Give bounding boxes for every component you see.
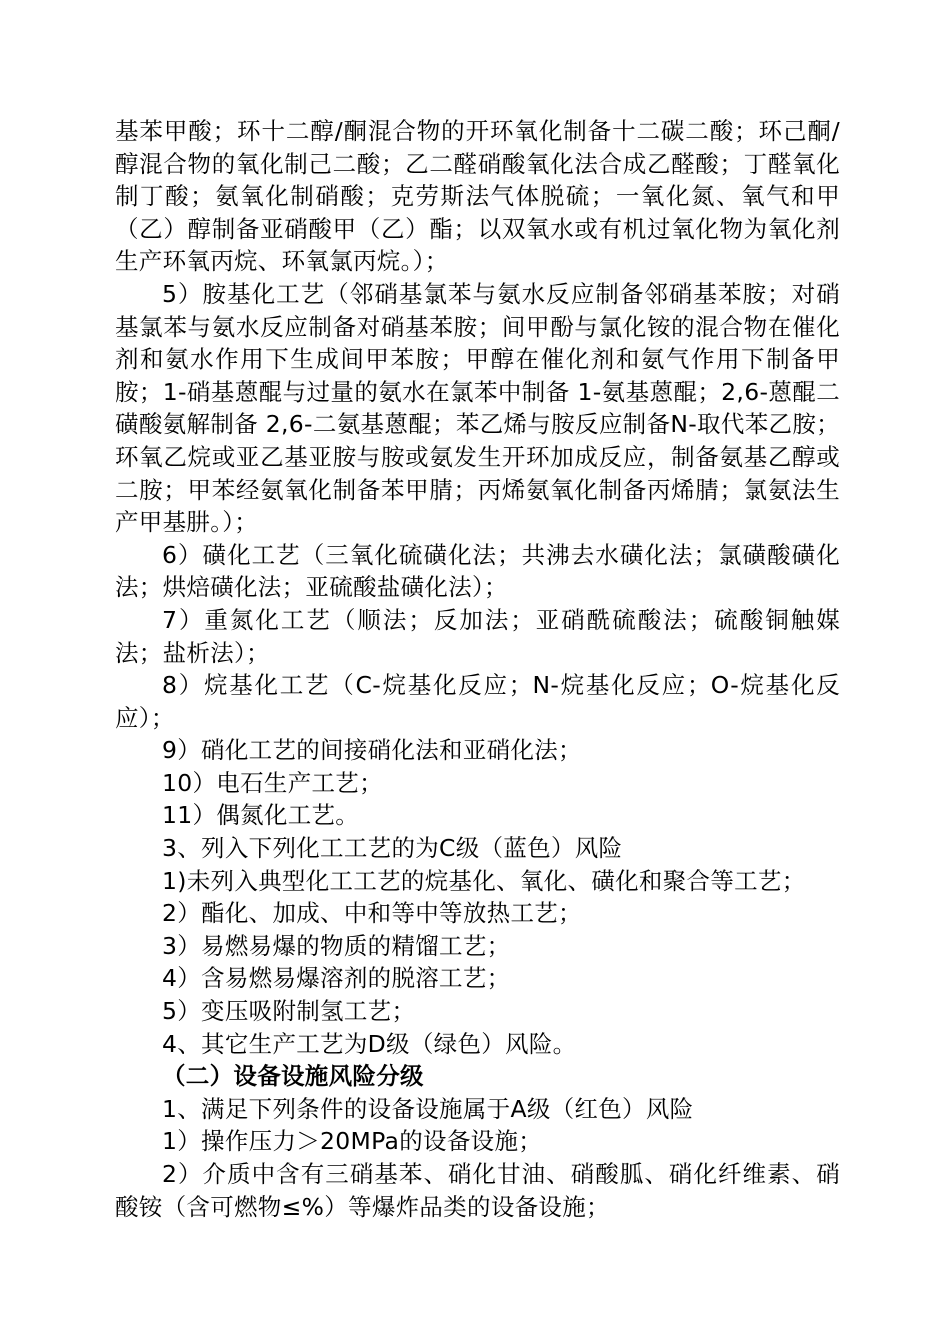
paragraph-c-item-3: 3）易燃易爆的物质的精馏工艺； <box>162 931 511 960</box>
section-heading-equipment: （二）设备设施风险分级 <box>162 1062 424 1091</box>
document-body <box>115 115 840 1223</box>
paragraph-alkylation: 8）烷基化工艺（C-烷基化反应；N-烷基化反应；O-烷基化反应）； <box>115 671 840 732</box>
paragraph-azo: 11）偶氮化工艺。 <box>162 801 360 830</box>
paragraph-c-item-4: 4）含易燃易爆溶剂的脱溶工艺； <box>162 964 511 993</box>
paragraph-level-a: 1、满足下列条件的设备设施属于A级（红色）风险 <box>162 1094 694 1123</box>
paragraph-amination: 5）胺基化工艺（邻硝基氯苯与氨水反应制备邻硝基苯胺；对硝基氯苯与氨水反应制备对硝基苯胺；间甲酚与氯化铵的混合物在催化剂和氨水作用下生成间甲苯胺；甲醇在催化剂和氨气作用下制备甲胺；1-硝基蒽醌与过量的氨水在氯苯中制备 1-氨基蒽醌；2,6-蒽醌二磺酸氨解制备 2,6-二氨基蒽醌；苯乙烯与胺反应制备N-取代苯乙胺；环氧乙烷或亚乙基亚胺与胺或氨发生开环加成反应，制备氨基乙醇或二胺；甲苯经氨氧化制备苯甲腈；丙烯氨氧化制备丙烯腈；氯氨法生产甲基肼。）； <box>115 279 840 537</box>
paragraph-nitration: 9）硝化工艺的间接硝化法和亚硝化法； <box>162 736 582 765</box>
paragraph-diazotization: 7）重氮化工艺（顺法；反加法；亚硝酰硫酸法；硫酸铜触媒法；盐析法）； <box>115 605 840 667</box>
paragraph-a-item-1: 1）操作压力＞20MPa的设备设施； <box>162 1127 543 1156</box>
paragraph-oxidation-continued: 基苯甲酸；环十二醇/酮混合物的开环氧化制备十二碳二酸；环己酮/醇混合物的氧化制己二酸；乙二醛硝酸氧化法合成乙醛酸；丁醛氧化制丁酸；氨氧化制硝酸；克劳斯法气体脱硫；一氧化氮、氧气和甲（乙）醇制备亚硝酸甲（乙）酯；以双氧水或有机过氧化物为氧化剂生产环氧丙烷、环氧氯丙烷。）； <box>115 117 840 276</box>
paragraph-level-d: 4、其它生产工艺为D级（绿色）风险。 <box>162 1029 577 1058</box>
paragraph-c-item-1: 1)未列入典型化工工艺的烷基化、氧化、磺化和聚合等工艺； <box>162 866 806 895</box>
paragraph-sulfonation: 6）磺化工艺（三氧化硫磺化法；共沸去水磺化法；氯磺酸磺化法；烘焙磺化法；亚硫酸盐磺化法）； <box>115 540 840 602</box>
paragraph-a-item-2: 2）介质中含有三硝基苯、硝化甘油、硝酸胍、硝化纤维素、硝酸铵（含可燃物≤%）等爆炸品类的设备设施； <box>115 1160 840 1221</box>
paragraph-c-item-2: 2）酯化、加成、中和等中等放热工艺； <box>162 899 582 928</box>
paragraph-c-item-5: 5）变压吸附制氢工艺； <box>162 997 416 1026</box>
paragraph-calcium-carbide: 10）电石生产工艺； <box>162 768 383 797</box>
paragraph-level-c: 3、列入下列化工工艺的为C级（蓝色）风险 <box>162 834 623 863</box>
